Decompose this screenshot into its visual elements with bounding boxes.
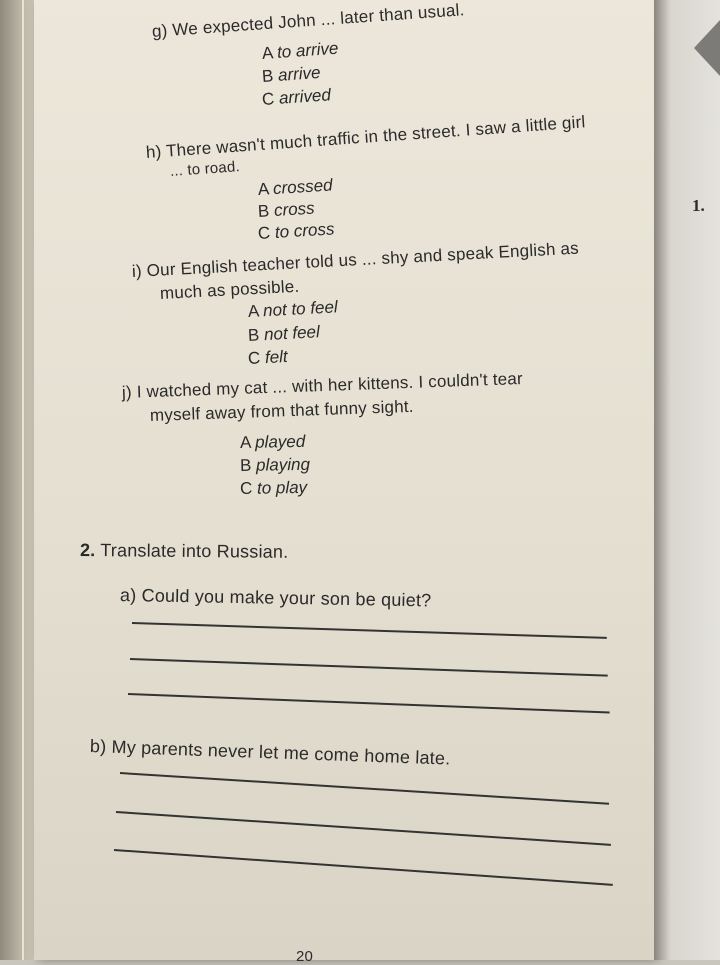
item-text: Our English teacher told us ... shy and speak English as xyxy=(146,238,580,281)
item-j-cont: myself away from that funny sight. xyxy=(149,396,414,425)
answer-line[interactable] xyxy=(130,658,608,676)
option-b: B cross xyxy=(257,198,316,221)
textbook-page xyxy=(34,0,654,965)
option-c: C felt xyxy=(247,346,289,368)
sentence-text: Could you make your son be quiet? xyxy=(141,585,432,611)
sentence-text: My parents never let me come home late. xyxy=(111,736,451,769)
option-b: B playing xyxy=(239,454,311,475)
option-c: C arrived xyxy=(261,85,332,109)
option-a: A crossed xyxy=(257,175,334,199)
answer-line[interactable] xyxy=(116,811,611,845)
exercise-2-heading: 2. Translate into Russian. xyxy=(79,540,289,562)
item-2b: b) My parents never let me come home late. xyxy=(89,736,451,769)
item-j: j) I watched my cat ... with her kittens. I couldn't tear xyxy=(121,369,524,402)
option-a: A not to feel xyxy=(247,297,339,321)
facing-page xyxy=(654,0,720,960)
triangle-icon xyxy=(694,20,720,76)
answer-line[interactable] xyxy=(114,849,613,885)
option-b: B not feel xyxy=(247,322,321,345)
item-2a: a) Could you make your son be quiet? xyxy=(119,585,432,611)
exercise-2-instruction: Translate into Russian. xyxy=(100,540,289,562)
item-g xyxy=(151,0,465,42)
item-text: We expected John ... later than usual. xyxy=(171,0,466,40)
item-h-cont: ... to road. xyxy=(169,158,241,180)
answer-line[interactable] xyxy=(132,622,607,639)
answer-line[interactable] xyxy=(120,772,609,804)
item-label: g) xyxy=(151,20,169,41)
page-number: 20 xyxy=(296,948,314,965)
item-h: h) There wasn't much traffic in the street. I saw a little girl xyxy=(145,112,586,162)
answer-line[interactable] xyxy=(128,693,610,713)
exercise-number: 1. xyxy=(692,196,705,215)
option-a: A to arrive xyxy=(261,38,340,63)
option-b: B arrive xyxy=(261,62,322,86)
item-i-cont: much as possible. xyxy=(159,276,300,303)
option-c: C to cross xyxy=(257,219,335,243)
option-c: C to play xyxy=(239,477,308,498)
item-text: I watched my cat ... with her kittens. I couldn't tear xyxy=(136,369,524,402)
option-a: A played xyxy=(239,431,306,452)
item-text: There wasn't much traffic in the street. I saw a little girl xyxy=(165,112,586,161)
item-i: i) Our English teacher told us ... shy and speak English as xyxy=(131,238,580,281)
